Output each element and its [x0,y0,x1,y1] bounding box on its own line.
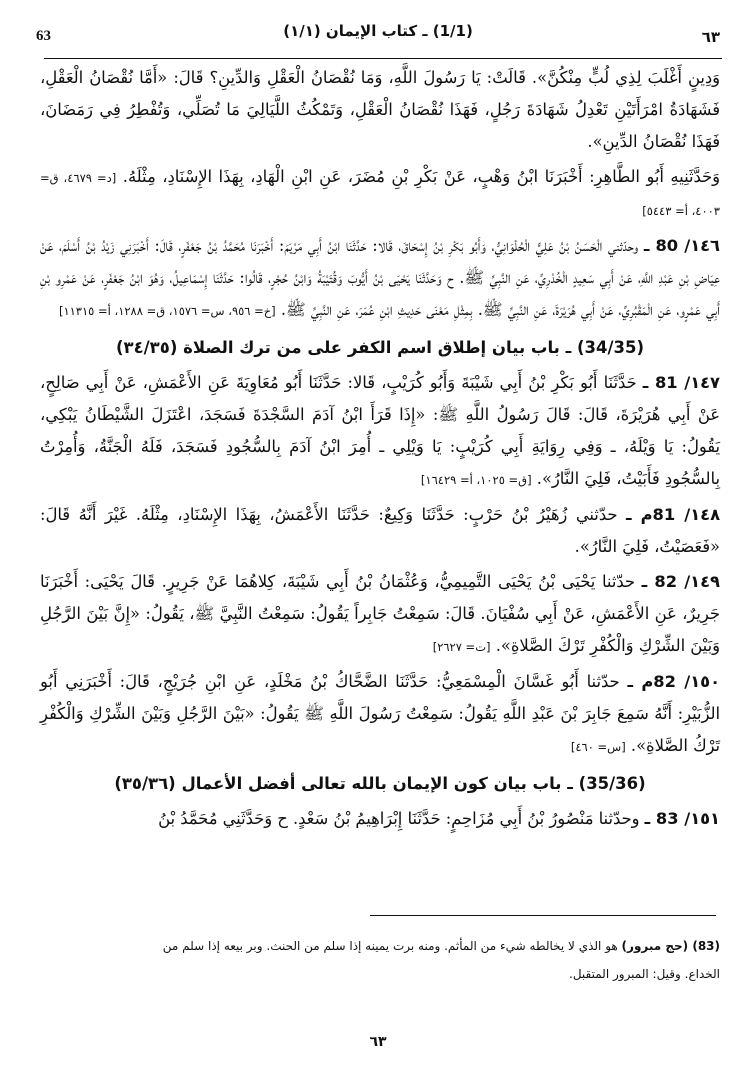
page-body [40,62,720,835]
hadith-149 [40,566,720,663]
footnote-line [40,932,720,960]
hadith-text: وحدّثنا مَنْصُورُ بْنُ أَبِي مُزَاحِمٍ: حَدَّثَنَا إِبْرَاهِيمُ بْنُ سَعْدٍ. ح وَحَدَّثَنِي مُحَمَّدُ بْنُ [158,809,640,828]
page-header [36,18,720,52]
hadith-147 [40,367,720,496]
hadith-reference: [س= ٤٦٠] [570,740,626,754]
hadith-text: حدّثنا أَبُو غَسَّانَ الْمِسْمَعِيُّ: حَدَّثَنَا الضَّحَّاكُ بْنُ مَخْلَدٍ، عَنِ ابْنِ جُرَيْجٍ، قَالَ: أَخْبَرَنِي أَبُو الزُّبَيْرِ: أَنَّهُ سَمِعَ جَابِرَ بْنَ عَبْدِ اللَّهِ يَقُولُ: سَمِعْتُ رَسُولَ اللَّهِ ﷺ يَقُولُ: «بَيْنَ الرَّجُلِ وَبَيْنَ الشِّرْكِ وَالْكُفْرِ تَرْكُ الصَّلاةِ». [40,672,720,755]
paragraph-continuation: وَدِينٍ أَغْلَبَ لِذِي لُبٍّ مِنْكُنَّ». قَالَتْ: يَا رَسُولَ اللَّهِ، وَمَا نُقْصَانُ الْعَقْلِ وَالدِّينِ؟ قَالَ: «أَمَّا نُقْصَانُ الْعَقْلِ، فَشَهَادَةُ امْرَأَتَيْنِ تَعْدِلُ شَهَادَةَ رَجُلٍ، فَهَذَا نُقْصَانُ الْعَقْلِ، وَتَمْكُثُ اللَّيَالِيَ مَا تُصَلِّي، وَتُفْطِرُ فِي رَمَضَانَ، فَهَذَا نُقْصَانُ الدِّينِ». [40,68,720,151]
footnote-divider [370,915,716,916]
hadith-number: ١٤٧/ 81 ـ [642,373,720,392]
hadith-number: ١٤٩/ 82 ـ [641,572,720,591]
hadith-150 [40,666,720,763]
hadith-number: ١٤٦/ 80 ـ [643,236,720,255]
running-title: (1/1) ـ كتاب الإيمان (١/١) [283,22,473,40]
header-divider [44,58,722,59]
footnote-label: (83) (حج مبرور) [621,939,720,953]
hadith-text: وحدّثني الْحَسَنُ بْنُ عَلِيٍّ الْحُلْوَانِيُّ، وَأَبُو بَكْرِ بْنُ إِسْحَاقَ، قَالا: حَدَّثَنَا ابْنُ أَبِي مَرْيَمَ: أَخْبَرَنَا مُحَمَّدُ بْنُ جَعْفَرٍ، قَالَ: أَخْبَرَنِي زَيْدُ بْنُ أَسْلَمَ، عَنْ عِيَاضِ بْنِ عَبْدِ اللَّهِ، عَنْ أَبِي سَعِيدٍ الْخُدْرِيِّ، عَنِ النَّبِيِّ ﷺ. ح وَحَدَّثَنَا يَحْيَى بْنُ أَيُّوبَ وَقُتَيْبَةُ وَابْنُ حُجْرٍ، قَالُوا: حَدَّثَنَا إِسْمَاعِيلُ، وَهُوَ ابْنُ جَعْفَرٍ، عَنْ عَمْرِو بْنِ أَبِي عَمْرٍو، عَنِ الْمَقْبُرِيِّ، عَنْ أَبِي هُرَيْرَةَ، عَنِ النَّبِيِّ ﷺ. بِمِثْلِ مَعْنَى حَدِيثِ ابْنِ عُمَرَ، عَنِ النَّبِيِّ ﷺ. [40,236,720,319]
footnote-text: هو الذي لا يخالطه شيء من المأثم. ومنه برت يمينه إذا سلم من الحنث. وبر بيعه إذا سلم من [162,939,618,953]
hadith-reference: [خ= ٩٥٦، س= ١٥٧٦، ق= ١٢٨٨، أ= ١١٣١٥] [58,304,276,318]
chapter-heading: (34/35) ـ باب بيان إطلاق اسم الكفر على من ترك الصلاة (٣٤/٣٥) [115,338,645,357]
hadith-text: حدّثني زُهَيْرُ بْنُ حَرْبٍ: حَدَّثَنَا وَكِيعٌ: حَدَّثَنَا الأَعْمَشُ، بِهَذَا الإِسْنَادِ، مِثْلَهُ. غَيْرَ أَنَّهُ قَالَ: «فَعَصَيْتُ، فَلِيَ النَّارُ». [40,505,720,556]
page-footer-number: ٦٣ [369,1034,387,1050]
page-number-arabic: ٦٣ [701,28,720,46]
hadith-number: ١٤٨/ 81م ـ [626,505,721,524]
hadith-151 [40,803,720,835]
hadith-146 [40,230,720,327]
footnote-line: الخداع. وقيل: المبرور المتقبل. [569,967,720,981]
page-number-latin: 63 [36,28,51,44]
hadith-reference: [د= ٤٦٧٩، ق= ٤٠٠٣، أ= ٥٤٤٣] [40,171,720,218]
hadith-text: حدّثنا يَحْيَى بْنُ يَحْيَى التَّمِيمِيُّ، وَعُثْمَانُ بْنُ أَبِي شَيْبَةَ، كِلاهُمَا عَنْ جَرِيرٍ. قَالَ يَحْيَى: أَخْبَرَنَا جَرِيرٌ، عَنِ الأَعْمَشِ، عَنْ أَبِي سُفْيَانَ. قَالَ: سَمِعْتُ جَابِراً يَقُولُ: سَمِعْتُ النَّبِيَّ ﷺ، يَقُولُ: «إِنَّ بَيْنَ الرَّجُلِ وَبَيْنَ الشِّرْكِ وَالْكُفْرِ تَرْكَ الصَّلاةِ». [40,572,720,655]
hadith-text: حَدَّثَنَا أَبُو بَكْرِ بْنُ أَبِي شَيْبَةَ وَأَبُو كُرَيْبٍ، قَالا: حَدَّثَنَا أَبُو مُعَاوِيَةَ عَنِ الأَعْمَشِ، عَنْ أَبِي صَالِحٍ، عَنْ أَبِي هُرَيْرَةَ، قَالَ: قَالَ رَسُولُ اللَّهِ ﷺ: «إِذَا قَرَأَ ابْنُ آدَمَ السَّجْدَةَ فَسَجَدَ، اعْتَزَلَ الشَّيْطَانُ يَبْكِي، يَقُولُ: يَا وَيْلَهُ، ـ وَفِي رِوَايَةِ أَبِي كُرَيْبٍ: يَا وَيْلِي ـ أُمِرَ ابْنُ آدَمَ بِالسُّجُودِ فَسَجَدَ، فَلَهُ الْجَنَّةُ، وَأُمِرْتُ بِالسُّجُودِ فَأَبَيْتُ، فَلِيَ النَّارُ». [40,373,720,488]
paragraph-narration [40,161,720,227]
footnote [40,932,720,988]
hadith-148 [40,499,720,563]
chapter-heading: (35/36) ـ باب بيان كون الإيمان بالله تعالى أفضل الأعمال (٣٥/٣٦) [114,774,646,793]
narration-text: وَحَدَّثَنِيهِ أَبُو الطَّاهِرِ: أَخْبَرَنَا ابْنُ وَهْبٍ، عَنْ بَكْرِ بْنِ مُضَرَ، عَنِ ابْنِ الْهَادِ، بِهَذَا الإِسْنَادِ، مِثْلَهُ. [122,167,720,186]
hadith-reference: [ق= ١٠٢٥، أ= ١٦٤٢٩] [420,473,532,487]
hadith-number: ١٥١/ 83 ـ [644,809,720,828]
hadith-reference: [ت= ٢٦٢٧] [432,640,491,654]
hadith-number: ١٥٠/ 82م ـ [627,672,721,691]
